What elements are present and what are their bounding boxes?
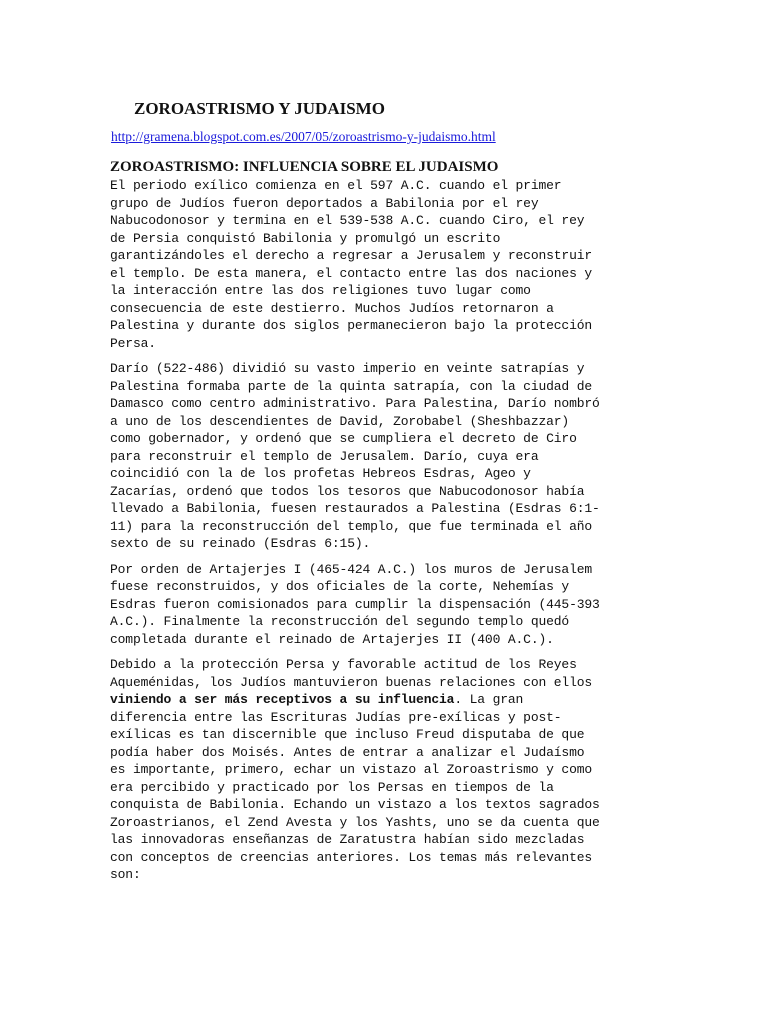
text-line: son: xyxy=(110,867,141,882)
emphasized-text: viniendo a ser más receptivos a su influencia xyxy=(110,692,455,707)
text-line: coincidió con la de los profetas Hebreos Esdras, Ageo y xyxy=(110,466,531,481)
text-line: con conceptos de creencias anteriores. Los temas más relevantes xyxy=(110,849,593,865)
document-title: ZOROASTRISMO Y JUDAISMO xyxy=(134,99,385,118)
text-line: Por orden de Artajerjes I (465-424 A.C.) los muros de Jerusalem xyxy=(110,561,593,577)
text-line: Palestina y durante dos siglos permanecieron bajo la protección xyxy=(110,318,593,333)
text-line: Debido a la protección Persa y favorable actitud de los Reyes xyxy=(110,657,577,672)
text-line: consecuencia de este destierro. Muchos Judíos retornaron a xyxy=(110,300,554,316)
text-line: El periodo exílico comienza en el 597 A.C. cuando el primer xyxy=(110,178,562,193)
text-line: Aqueménidas, los Judíos mantuvieron buenas relaciones con ellos xyxy=(110,674,593,690)
text-line: el templo. De esta manera, el contacto entre las dos naciones y xyxy=(110,265,593,281)
text-line: Persa. xyxy=(110,335,156,351)
text-line: la interacción entre las dos religiones tuvo lugar como xyxy=(110,283,531,298)
section-heading: ZOROASTRISMO: INFLUENCIA SOBRE EL JUDAISMO xyxy=(110,159,499,175)
text-line: A.C.). Finalmente la reconstrucción del segundo templo quedó xyxy=(110,614,570,629)
text-line: conquista de Babilonia. Echando un vistazo a los textos sagrados xyxy=(110,797,600,812)
text-line: es importante, primero, echar un vistazo al Zoroastrismo y como xyxy=(110,762,593,777)
text-fragment: . La gran xyxy=(454,692,524,707)
text-line: diferencia entre las Escrituras Judías pre-exílicas y post- xyxy=(110,709,562,725)
text-line: para reconstruir el templo de Jerusalem. Darío, cuya era xyxy=(110,448,539,464)
text-line: de Persia conquistó Babilonia y promulgó un escrito xyxy=(110,230,501,246)
paragraph-4 xyxy=(110,656,670,884)
text-line: era percibido y practicado por los Persas en tiempos de la xyxy=(110,779,554,795)
text-line: Damasco como centro administrativo. Para Palestina, Darío nombró xyxy=(110,396,600,411)
text-line: grupo de Judíos fueron deportados a Babilonia por el rey xyxy=(110,195,539,211)
text-line: las innovadoras enseñanzas de Zaratustra habían sido mezcladas xyxy=(110,832,585,847)
paragraph-1 xyxy=(110,177,670,352)
text-line: Zacarías, ordenó que todos los tesoros que Nabucodonosor había xyxy=(110,483,585,499)
text-line: Palestina formaba parte de la quinta satrapía, con la ciudad de xyxy=(110,378,593,394)
text-line: garantizándoles el derecho a regresar a Jerusalem y reconstruir xyxy=(110,248,593,263)
text-line: Esdras fueron comisionados para cumplir la dispensación (445-393 xyxy=(110,596,600,612)
text-line: podía haber dos Moisés. Antes de entrar a analizar el Judaísmo xyxy=(110,744,585,760)
source-url-link[interactable]: http://gramena.blogspot.com.es/2007/05/zoroastrismo-y-judaismo.html xyxy=(111,129,496,144)
text-line: completada durante el reinado de Artajerjes II (400 A.C.). xyxy=(110,631,554,647)
text-line: como gobernador, y ordenó que se cumpliera el decreto de Ciro xyxy=(110,431,577,446)
body-text xyxy=(110,177,670,892)
text-line: fuese reconstruidos, y dos oficiales de la corte, Nehemías y xyxy=(110,579,570,594)
text-line: Zoroastrianos, el Zend Avesta y los Yashts, uno se da cuenta que xyxy=(110,814,600,830)
paragraph-2 xyxy=(110,360,670,553)
text-line: Darío (522-486) dividió su vasto imperio en veinte satrapías y xyxy=(110,361,585,376)
text-line-with-emphasis xyxy=(110,691,670,709)
text-line: llevado a Babilonia, fuesen restaurados a Palestina (Esdras 6:1- xyxy=(110,501,600,516)
text-line: Nabucodonosor y termina en el 539-538 A.C. cuando Ciro, el rey xyxy=(110,213,585,228)
text-line: sexto de su reinado (Esdras 6:15). xyxy=(110,536,371,551)
text-line: 11) para la reconstrucción del templo, que fue terminada el año xyxy=(110,518,593,534)
text-line: exílicas es tan discernible que incluso Freud disputaba de que xyxy=(110,727,585,742)
paragraph-3 xyxy=(110,561,670,649)
text-line: a uno de los descendientes de David, Zorobabel (Sheshbazzar) xyxy=(110,413,570,429)
